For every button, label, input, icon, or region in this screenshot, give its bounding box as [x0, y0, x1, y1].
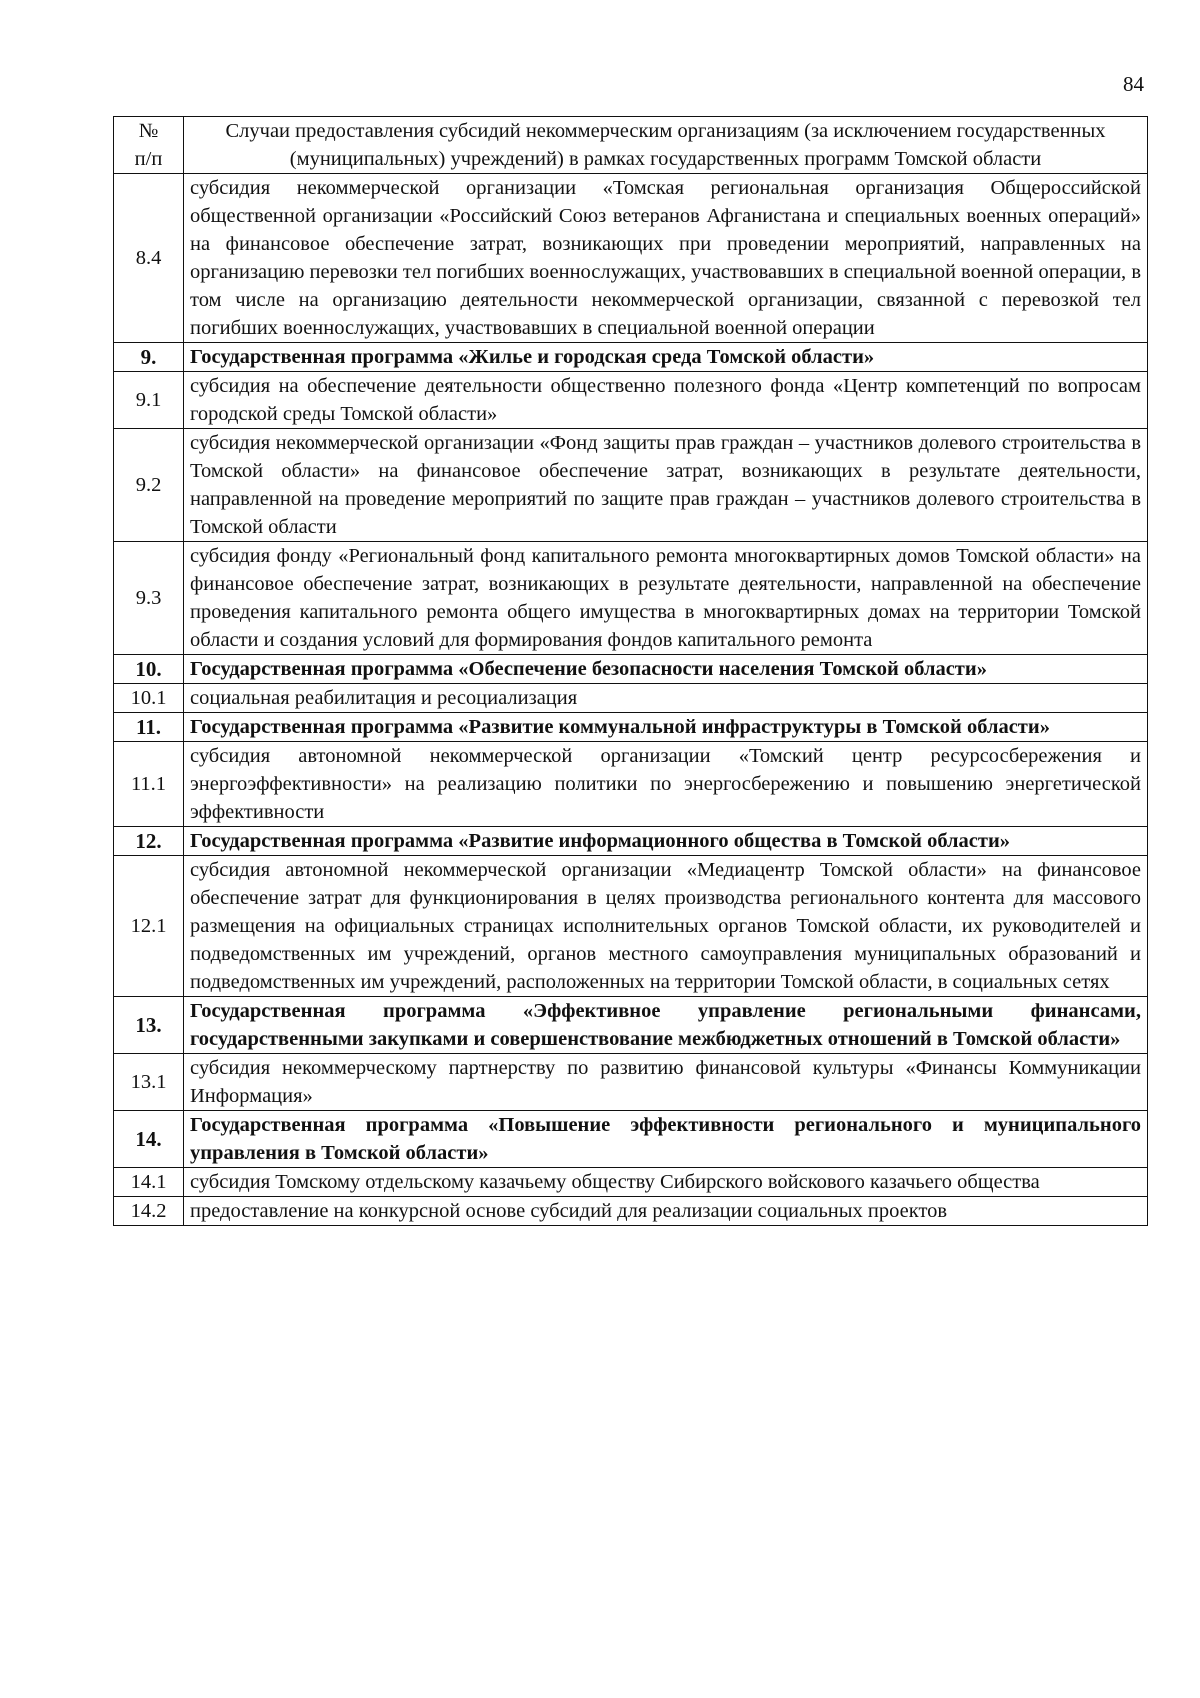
row-number: 14.2: [114, 1197, 184, 1226]
row-description: предоставление на конкурсной основе субсидий для реализации социальных проектов: [184, 1197, 1148, 1226]
program-row: [114, 1111, 1148, 1168]
program-row: [114, 713, 1148, 742]
program-title: Государственная программа «Обеспечение безопасности населения Томской области»: [184, 655, 1148, 684]
row-description: субсидия некоммерческой организации «Томская региональная организация Общероссийской общественной организации «Российский Союз ветеранов Афганистана и специальных военных операций» на финансовое обеспечение затрат, возникающих при проведении мероприятий, направленных на организацию перевозки тел погибших военнослужащих, участвовавших в специальной военной операции, в том числе на организацию деятельности некоммерческой организации, связанной с перевозкой тел погибших военнослужащих, участвовавших в специальной военной операции: [184, 174, 1148, 343]
program-title: Государственная программа «Повышение эффективности регионального и муниципального управления в Томской области»: [184, 1111, 1148, 1168]
table-row: [114, 856, 1148, 997]
row-number: 8.4: [114, 174, 184, 343]
table-body: [114, 174, 1148, 1226]
program-row: [114, 827, 1148, 856]
table-row: [114, 429, 1148, 542]
row-number: 12.1: [114, 856, 184, 997]
program-row: [114, 655, 1148, 684]
row-number: 9.3: [114, 542, 184, 655]
row-number: 11.1: [114, 742, 184, 827]
program-title: Государственная программа «Жилье и городская среда Томской области»: [184, 343, 1148, 372]
row-number: 14.: [114, 1111, 184, 1168]
table-row: [114, 1054, 1148, 1111]
row-description: субсидия Томскому отдельскому казачьему обществу Сибирского войскового казачьего общества: [184, 1168, 1148, 1197]
row-description: субсидия на обеспечение деятельности общественно полезного фонда «Центр компетенций по вопросам городской среды Томской области»: [184, 372, 1148, 429]
row-description: субсидия фонду «Региональный фонд капитального ремонта многоквартирных домов Томской области» на финансовое обеспечение затрат, возникающих в результате деятельности, направленной на обеспечение проведения капитального ремонта общего имущества в многоквартирных домах на территории Томской области и создания условий для формирования фондов капитального ремонта: [184, 542, 1148, 655]
row-number: 9.1: [114, 372, 184, 429]
row-number: 10.: [114, 655, 184, 684]
program-row: [114, 997, 1148, 1054]
program-title: Государственная программа «Развитие коммунальной инфраструктуры в Томской области»: [184, 713, 1148, 742]
row-number: 13.: [114, 997, 184, 1054]
row-description: субсидия некоммерческому партнерству по развитию финансовой культуры «Финансы Коммуникации Информация»: [184, 1054, 1148, 1111]
table-row: [114, 742, 1148, 827]
table-row: [114, 684, 1148, 713]
row-number: 12.: [114, 827, 184, 856]
page-number: 84: [1123, 72, 1144, 96]
row-number: 14.1: [114, 1168, 184, 1197]
subsidy-table: [113, 116, 1148, 1226]
row-number: 9.2: [114, 429, 184, 542]
table-header-row: [114, 117, 1148, 174]
column-header-number: [114, 117, 184, 174]
row-description: социальная реабилитация и ресоциализация: [184, 684, 1148, 713]
row-description: субсидия некоммерческой организации «Фонд защиты прав граждан – участников долевого строительства в Томской области» на финансовое обеспечение затрат, возникающих в результате деятельности, направленной на проведение мероприятий по защите прав граждан – участников долевого строительства в Томской области: [184, 429, 1148, 542]
program-title: Государственная программа «Эффективное управление региональными финансами, государственными закупками и совершенствование межбюджетных отношений в Томской области»: [184, 997, 1148, 1054]
table-header: [114, 117, 1148, 174]
table-row: [114, 174, 1148, 343]
column-header-description: Случаи предоставления субсидий некоммерческим организациям (за исключением государственных (муниципальных) учреждений) в рамках государственных программ Томской области: [184, 117, 1148, 174]
program-row: [114, 343, 1148, 372]
row-number: 13.1: [114, 1054, 184, 1111]
row-number: 9.: [114, 343, 184, 372]
table-row: [114, 372, 1148, 429]
column-header-number-line2: п/п: [134, 148, 163, 170]
row-number: 11.: [114, 713, 184, 742]
table-row: [114, 1168, 1148, 1197]
row-number: 10.1: [114, 684, 184, 713]
row-description: субсидия автономной некоммерческой организации «Медиацентр Томской области» на финансовое обеспечение затрат для функционирования в целях производства регионального контента для массового размещения на официальных страницах исполнительных органов Томской области, их руководителей и подведомственных им учреждений, органов местного самоуправления муниципальных образований и подведомственных им учреждений, расположенных на территории Томской области, в социальных сетях: [184, 856, 1148, 997]
row-description: субсидия автономной некоммерческой организации «Томский центр ресурсосбережения и энергоэффективности» на реализацию политики по энергосбережению и повышению энергетической эффективности: [184, 742, 1148, 827]
program-title: Государственная программа «Развитие информационного общества в Томской области»: [184, 827, 1148, 856]
table-row: [114, 542, 1148, 655]
table-row: [114, 1197, 1148, 1226]
column-header-number-line1: №: [138, 120, 159, 142]
